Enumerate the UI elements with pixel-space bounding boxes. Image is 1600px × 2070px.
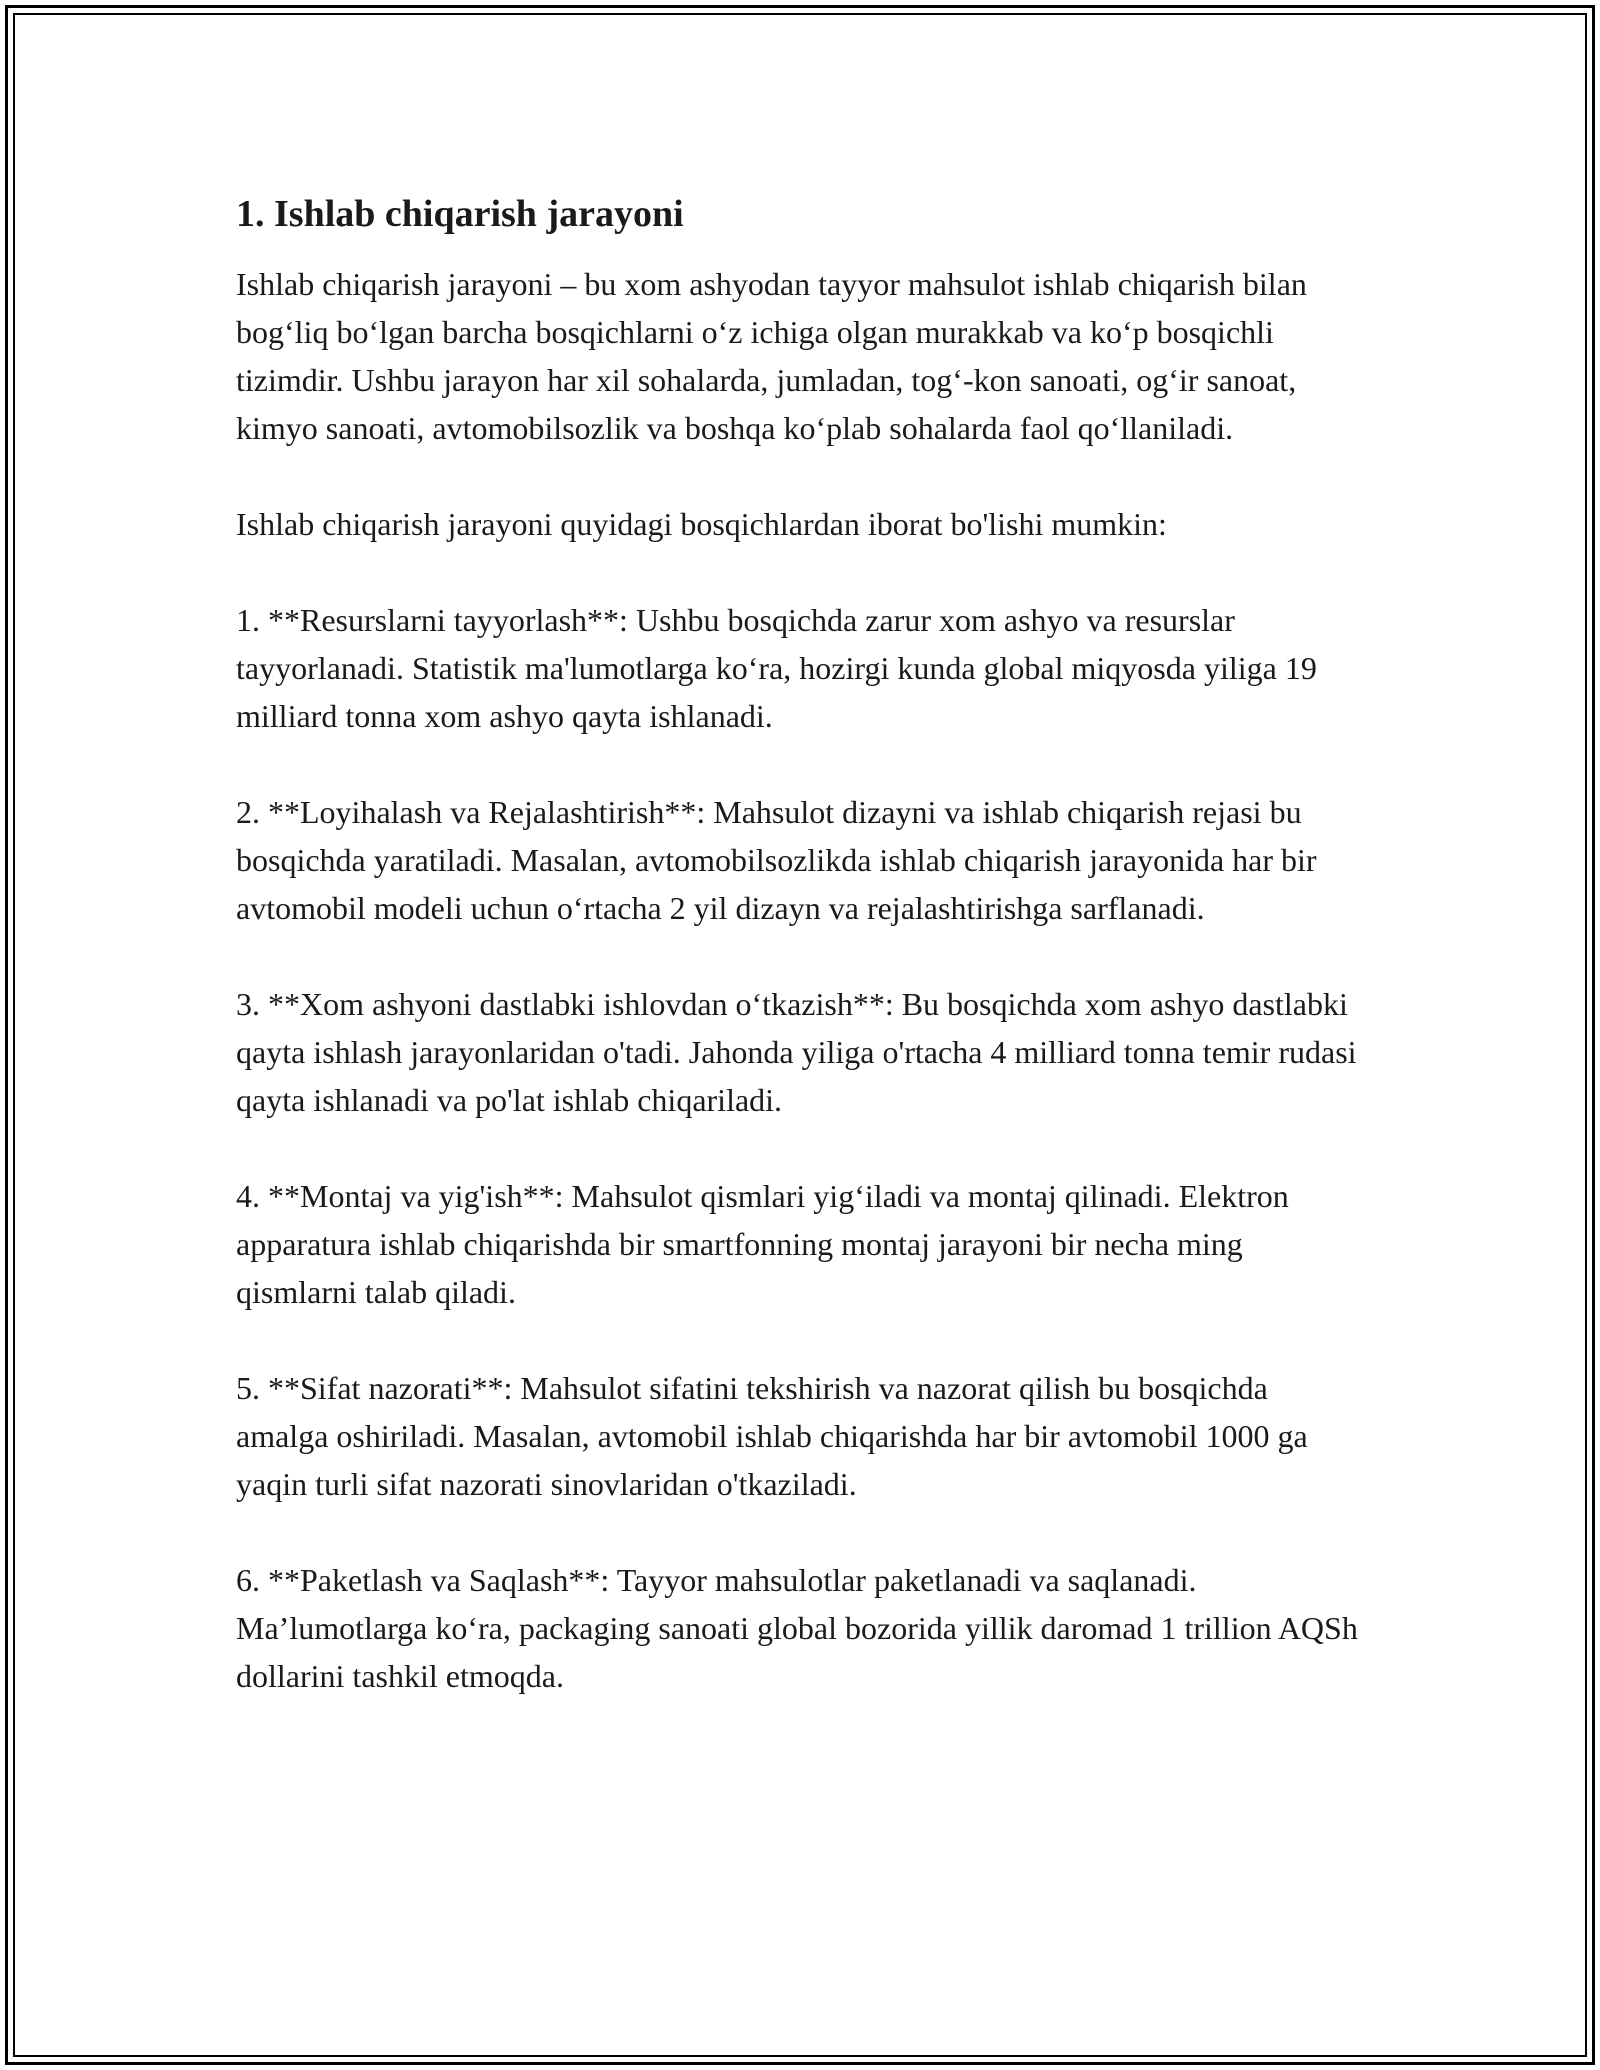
step-paragraph-1: 1. **Resurslarni tayyorlash**: Ushbu bosqichda zarur xom ashyo va resurslar tayyorlanadi. Statistik ma'lumotlarga ko‘ra, hozirgi kunda global miqyosda yiliga 19 milliard tonna xom ashyo qayta ishlanadi. [236,602,1317,734]
step-paragraph-6: 6. **Paketlash va Saqlash**: Tayyor mahsulotlar paketlanadi va saqlanadi. Ma’lumotlarga ko‘ra, packaging sanoati global bozorida yillik daromad 1 trillion AQSh dollarini tashkil etmoqda. [236,1562,1358,1694]
step-paragraph-4: 4. **Montaj va yig'ish**: Mahsulot qismlari yig‘iladi va montaj qilinadi. Elektron apparatura ishlab chiqarishda bir smartfonning montaj jarayoni bir necha ming qismlarni talab qiladi. [236,1178,1289,1310]
intro-paragraph: Ishlab chiqarish jarayoni – bu xom ashyodan tayyor mahsulot ishlab chiqarish bilan bog‘liq bo‘lgan barcha bosqichlarni o‘z ichiga olgan murakkab va ko‘p bosqichli tizimdir. Ushbu jarayon har xil sohalarda, jumladan, tog‘-kon sanoati, og‘ir sanoat, kimyo sanoati, avtomobilsozlik va boshqa ko‘plab sohalarda faol qo‘llaniladi. [236,266,1307,446]
document-body [236,186,1366,1700]
step-paragraph-2: 2. **Loyihalash va Rejalashtirish**: Mahsulot dizayni va ishlab chiqarish rejasi bu bosqichda yaratiladi. Masalan, avtomobilsozlikda ishlab chiqarish jarayonida har bir avtomobil modeli uchun o‘rtacha 2 yil dizayn va rejalashtirishga sarflanadi. [236,794,1317,926]
step-paragraph-3: 3. **Xom ashyoni dastlabki ishlovdan o‘tkazish**: Bu bosqichda xom ashyo dastlabki qayta ishlash jarayonlaridan o'tadi. Jahonda yiliga o'rtacha 4 milliard tonna temir rudasi qayta ishlanadi va po'lat ishlab chiqariladi. [236,986,1357,1118]
step-paragraph-5: 5. **Sifat nazorati**: Mahsulot sifatini tekshirish va nazorat qilish bu bosqichda amalga oshiriladi. Masalan, avtomobil ishlab chiqarishda har bir avtomobil 1000 ga yaqin turli sifat nazorati sinovlaridan o'tkaziladi. [236,1370,1308,1502]
section-heading: 1. Ishlab chiqarish jarayoni [236,193,684,235]
lead-paragraph: Ishlab chiqarish jarayoni quyidagi bosqichlardan iborat bo'lishi mumkin: [236,506,1167,542]
